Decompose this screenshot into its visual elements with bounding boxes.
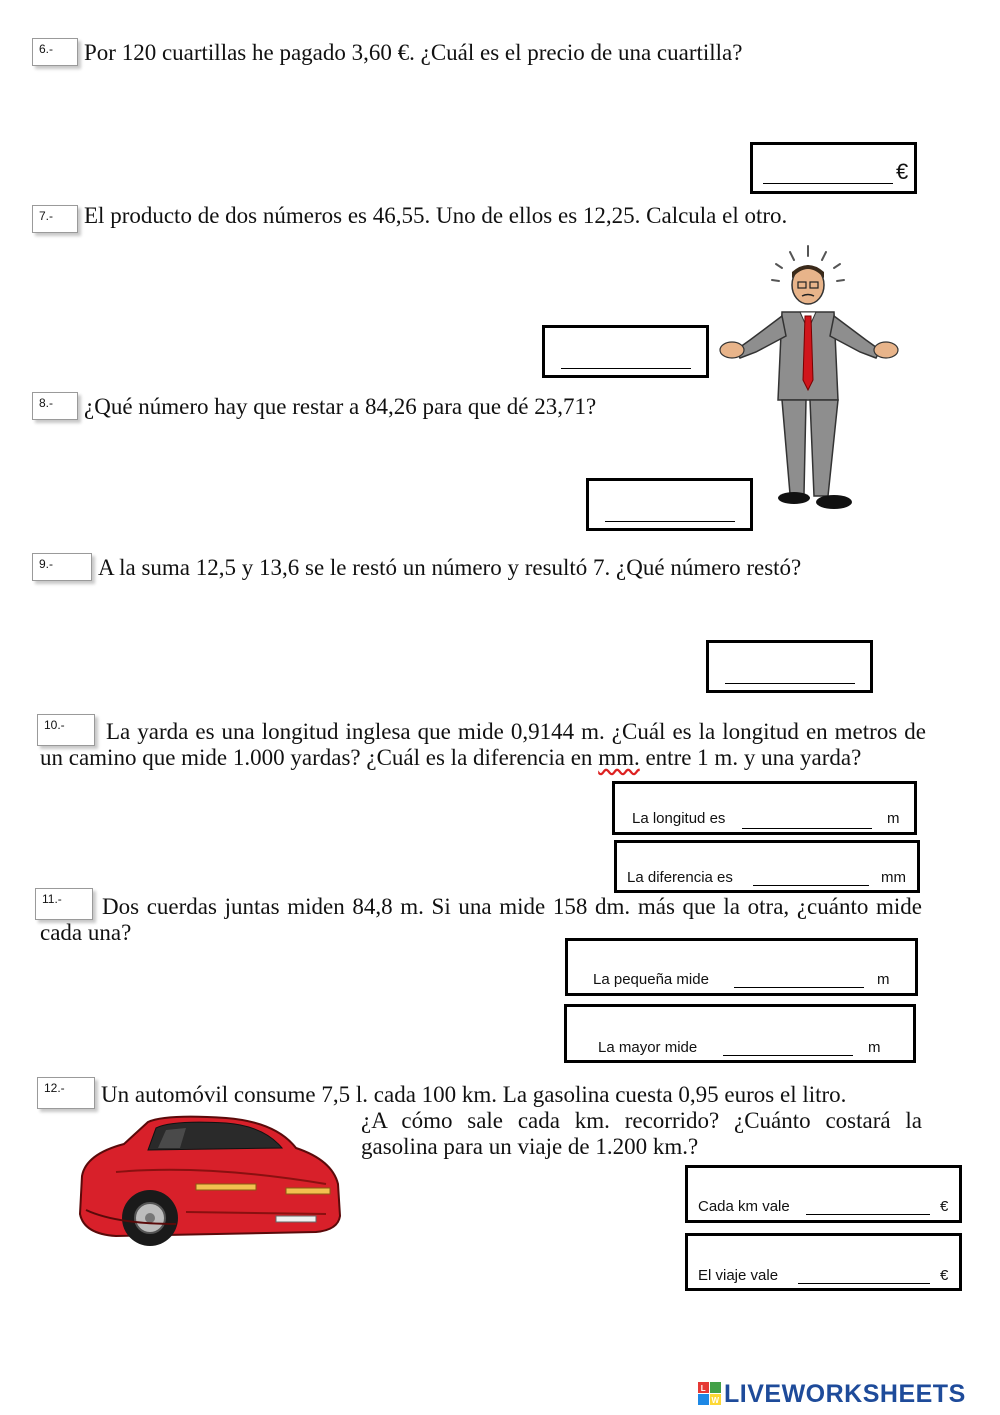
answer-blank[interactable] — [561, 368, 691, 369]
red-car-illustration — [76, 1114, 346, 1254]
answer-label: La mayor mide — [598, 1039, 698, 1056]
question-10-text-part1: La yarda es una longitud inglesa que mide 0,9144 m. ¿Cuál es la longitud en metros de un camino que mide 1.000 yardas? ¿Cuál es la diferencia en — [40, 719, 926, 770]
liveworksheets-brand-text: LIVEWORKSHEETS — [724, 1379, 966, 1408]
answer-label: La pequeña mide — [593, 971, 709, 988]
question-number-8: 8.- — [32, 392, 78, 420]
answer-blank[interactable] — [723, 1055, 853, 1056]
answer-label: La diferencia es — [627, 869, 733, 886]
answer-unit: € — [896, 159, 909, 184]
answer-blank[interactable] — [798, 1283, 930, 1284]
liveworksheets-logo-icon — [698, 1382, 722, 1406]
answer-unit: € — [940, 1198, 949, 1215]
answer-unit: m — [877, 971, 890, 988]
answer-box-12-km[interactable] — [685, 1165, 962, 1223]
answer-label: Cada km vale — [698, 1198, 790, 1215]
question-number-9: 9.- — [32, 553, 92, 581]
question-number-11: 11.- — [35, 888, 93, 920]
answer-box-11-large[interactable] — [564, 1004, 916, 1063]
answer-box-6[interactable] — [750, 142, 917, 194]
answer-box-10-length[interactable] — [612, 781, 917, 835]
question-number-7: 7.- — [32, 205, 78, 233]
answer-blank[interactable] — [742, 828, 872, 829]
answer-box-7[interactable] — [542, 325, 709, 378]
answer-box-10-difference[interactable] — [614, 840, 920, 893]
liveworksheets-logo[interactable] — [698, 1379, 966, 1408]
question-10-text — [40, 719, 926, 771]
question-11-text: Dos cuerdas juntas miden 84,8 m. Si una mide 158 dm. más que la otra, ¿cuánto mide cada una? — [40, 894, 922, 945]
answer-blank[interactable] — [763, 183, 893, 184]
question-number-10: 10.- — [37, 714, 95, 746]
answer-blank[interactable] — [605, 521, 735, 522]
answer-box-8[interactable] — [586, 478, 753, 531]
question-9-text: A la suma 12,5 y 13,6 se le restó un número y resultó 7. ¿Qué número restó? — [98, 555, 802, 580]
answer-box-12-trip[interactable] — [685, 1233, 962, 1291]
question-6-text: Por 120 cuartillas he pagado 3,60 €. ¿Cuál es el precio de una cuartilla? — [84, 40, 743, 65]
answer-unit: € — [940, 1267, 949, 1284]
answer-unit: mm — [881, 869, 906, 886]
answer-blank[interactable] — [725, 683, 855, 684]
answer-unit: m — [887, 810, 900, 827]
question-7-text: El producto de dos números es 46,55. Uno de ellos es 12,25. Calcula el otro. — [84, 203, 788, 228]
svg-text:L: L — [700, 1384, 707, 1393]
answer-blank[interactable] — [734, 987, 864, 988]
question-number-12: 12.- — [37, 1077, 95, 1109]
question-12-text-line1: Un automóvil consume 7,5 l. cada 100 km. La gasolina cuesta 0,95 euros el litro. — [101, 1082, 847, 1107]
answer-unit: m — [868, 1039, 881, 1056]
answer-label: El viaje vale — [698, 1267, 779, 1284]
question-8-text: ¿Qué número hay que restar a 84,26 para que dé 23,71? — [84, 394, 597, 419]
question-12-text-rest: ¿A cómo sale cada km. recorrido? ¿Cuánto costará la gasolina para un viaje de 1.200 km.? — [361, 1108, 922, 1159]
answer-blank[interactable] — [806, 1214, 930, 1215]
answer-box-11-small[interactable] — [565, 938, 918, 996]
question-number-6: 6.- — [32, 38, 78, 66]
svg-text:W: W — [711, 1396, 720, 1405]
answer-blank[interactable] — [753, 885, 869, 886]
answer-box-9[interactable] — [706, 640, 873, 693]
question-10-text-mm: mm. — [598, 745, 640, 770]
question-10-text-part2: entre 1 m. y una yarda? — [639, 745, 862, 770]
answer-label: La longitud es — [632, 810, 726, 827]
